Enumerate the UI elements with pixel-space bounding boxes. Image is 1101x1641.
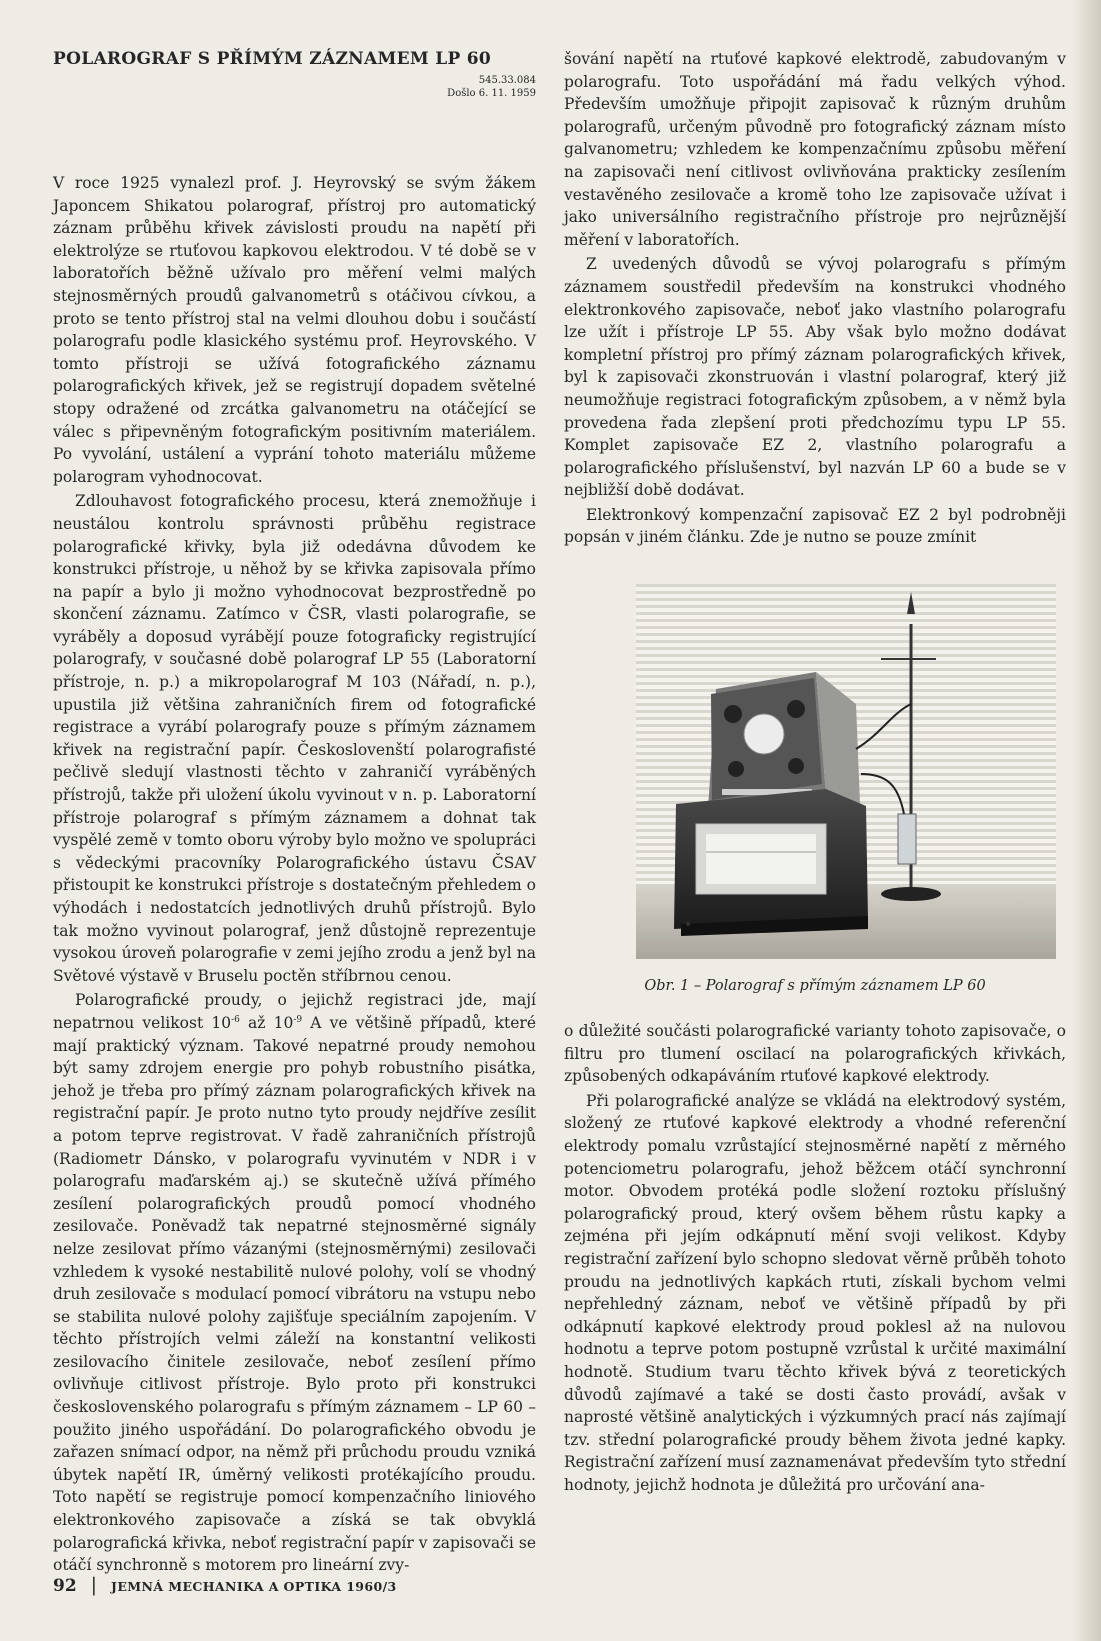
figure-photo	[636, 584, 1056, 959]
classification-code: 545.33.084	[478, 75, 536, 86]
paragraph: Z uvedených důvodů se vývoj polarografu s přímým záznamem soustředil především na konstrukci vhodného elektronkového zapisovače, neboť jako vlastního polarografu lze užít i přístroje LP 55. Aby však bylo možno dodávat kompletní přístroj pro přímý záznam polarografických křivek, byl k zapisovači zkonstruován i vlastní polarograf, který již neumožňuje registraci fotografickým způsobem, a v němž byla provedena řada zlepšení proti předchozímu typu LP 55. Komplet zapisovače EZ 2, vlastního polarografu a polarografického příslušenství, byl nazván LP 60 a bude se v nejbližší době dodávat.	[564, 255, 1066, 500]
paragraph: Zdlouhavost fotografického procesu, která znemožňuje i neustálou kontrolu správnosti průběhu registrace polarografické křivky, byla již odedávna důvodem ke konstrukci přístroje, u něhož by se křivka zapisovala přímo na papír a bylo ji možno vyhodnocovat bezprostředně po skončení záznamu. Zatímco v ČSR, vlasti polarografie, se vyráběly a doposud vyrábějí pouze fotograficky registrující polarografy, v současné době polarograf LP 55 (Laboratorní přístroje, n. p.) a mikropolarograf M 103 (Nářadí, n. p.), upustila již většina zahraničních firem od fotografické registrace a vyrábí polarografy pouze s přímým záznamem křivek na registrační papír. Českoslovenští polarografisté pečlivě sledují vlastnosti těchto v zahraničí vyráběných přístrojů, takže při uložení úkolu vyvinout v n. p. Laboratorní přístroje polarograf s přímým záznamem a dohnat tak vyspělé země v tomto oboru výroby bylo možno ve spolupráci s vědeckými pracovníky Polarografického ústavu ČSAV přistoupit ke konstrukci přístroje s dostatečným přehledem o výhodách i nedostatcích jednotlivých druhů přístrojů. Bylo tak možno vyvinout polarograf, jenž důstojně reprezentuje vysokou úroveň polarografie v zemi jejího zrodu a jenž byl na Světové výstavě v Bruselu poctěn stříbrnou cenou.	[53, 492, 536, 985]
article-title: POLAROGRAF S PŘÍMÝM ZÁZNAMEM LP 60	[53, 49, 492, 69]
polarograph-instrument-photo	[636, 584, 1056, 959]
paragraph: Polarografické proudy, o jejichž registraci jde, mají nepatrnou velikost $10^{-6}$ až $10^{-9}$ A ve většině případů, které mají praktický význam. Takové nepatrné proudy nemohou být samy zdrojem energie pro pohyb robustního pisátka, jehož je třeba pro přímý záznam polarografických křivek na registrační papír. Je proto nutno tyto proudy nejdříve zesílit a potom teprve registrovat. V řadě zahraničních přístrojů (Radiometr Dánsko, v polarografu vyvinutém v NDR i v polarografu maďarském aj.) se skutečně užívá přímého zesílení polarografických proudů pomocí vhodného zesilovače. Poněvadž tak nepatrné stejnosměrné signály nelze zesilovat přímo vázanými (stejnosměrnými) zesilovači vzhledem k vysoké nestabilitě nulové polohy, volí se vhodný druh zesilovače s modulací pomocí vibrátoru na vstupu nebo se stabilita nulové polohy zajišťuje speciálním zapojením. V těchto přístrojích velmi záleží na konstantní velikosti zesilovacího činitele zesilovače, neboť zesílení přímo ovlivňuje citlivost přístroje. Bylo proto při konstrukci československého polarografu s přímým záznamem – LP 60 – použito jiného uspořádání. Do polarografického obvodu je zařazen snímací odpor, na němž při průchodu proudu vzniká úbytek napětí IR, úměrný velikosti protékajícího proudu. Toto napětí se registruje pomocí kompenzačního liniového elektronkového zapisovače a získá se tak obvyklá polarografická křivka, neboť registrační papír v zapisovači se otáčí synchronně s motorem pro lineární zvy-	[53, 991, 536, 1575]
received-date: Došlo 6. 11. 1959	[447, 88, 536, 99]
page-edge-shading	[1072, 0, 1101, 1641]
right-column-top	[564, 48, 1066, 549]
right-column-bottom	[564, 1020, 1066, 1496]
exponent: -9	[293, 1014, 303, 1025]
paragraph: Při polarografické analýze se vkládá na elektrodový systém, složený ze rtuťové kapkové elektrody a vhodné referenční elektrody pomalu vzrůstající stejnosměrné napětí z měrného potenciometru polarografu, jehož běžcem otáčí synchronní motor. Obvodem protéká podle složení roztoku příslušný polarografický proud, který ovšem během růstu kapky a zejména při jejím odkápnutí mění svoji velikost. Kdyby registrační zařízení bylo schopno sledovat věrně průběh tohoto proudu na jednotlivých kapkách rtuti, získali bychom velmi nepřehledný záznam, neboť ve většině případů by při odkápnutí kapkové elektrody proud poklesl až na nulovou hodnotu a teprve potom postupně vzrůstal k určité maximální hodnotě. Studium tvaru těchto křivek bývá z teoretických důvodů zajímavé a také se dosti často provádí, avšak v naprosté většině analytických i výzkumných prací nás zajímají tzv. střední polarografické proudy během života jedné kapky. Registrační zařízení musí zaznamenávat především tyto střední hodnoty, jejichž hodnota je důležitá pro určování ana-	[564, 1091, 1066, 1494]
figure-caption: Obr. 1 – Polarograf s přímým záznamem LP 60	[644, 978, 986, 994]
footer-separator: |	[90, 1574, 98, 1596]
paragraph: šování napětí na rtuťové kapkové elektrodě, zabudovaným v polarografu. Toto uspořádání má řadu velkých výhod. Především umožňuje připojit zapisovač k různým druhům polarografů, určeným původně pro fotografický záznam místo galvanometru; vzhledem ke kompenzačnímu způsobu měření na zapisovači není citlivost ovlivňována prakticky zesílením vestavěného zesilovače a kromě toho lze zapisovače užívat i jako universálního registračního přístroje pro nejrůznější měření v laboratořích.	[564, 50, 1066, 249]
page-number: 92	[53, 1576, 77, 1596]
paragraph: o důležité součásti polarografické varianty tohoto zapisovače, o filtru pro tlumení oscilací na polarografických křivkách, způsobených odkapáváním rtuťové kapkové elektrody.	[564, 1022, 1066, 1086]
article-meta	[53, 74, 536, 100]
paragraph: V roce 1925 vynalezl prof. J. Heyrovský se svým žákem Japoncem Shikatou polarograf, přístroj pro automatický záznam průběhu křivek závislosti proudu na napětí při elektrolýze se rtuťovou kapkovou elektrodou. V té době se v laboratořích běžně užívalo pro měření velmi malých stejnosměrných proudů galvanometrů s otáčivou cívkou, a proto se tento přístroj stal na velmi dlouhou dobu i součástí polarografu podle klasického systému prof. Heyrovského. V tomto přístroji se užívá fotografického záznamu polarografických křivek, jež se registrují dopadem světelné stopy odražené od zrcátka galvanometru na otáčející se válec s připevněným fotografickým positivním materiálem. Po vyvolání, ustálení a vyprání tohoto materiálu můžeme polarogram vyhodnocovat.	[53, 174, 536, 486]
paragraph: Elektronkový kompenzační zapisovač EZ 2 byl podrobněji popsán v jiném článku. Zde je nutno se pouze zmínit	[564, 505, 1066, 547]
page-footer	[53, 1574, 397, 1596]
exponent: -6	[231, 1014, 240, 1025]
journal-name: JEMNÁ MECHANIKA A OPTIKA 1960/3	[111, 1579, 397, 1594]
left-column	[53, 48, 536, 1575]
left-body	[53, 172, 536, 1577]
